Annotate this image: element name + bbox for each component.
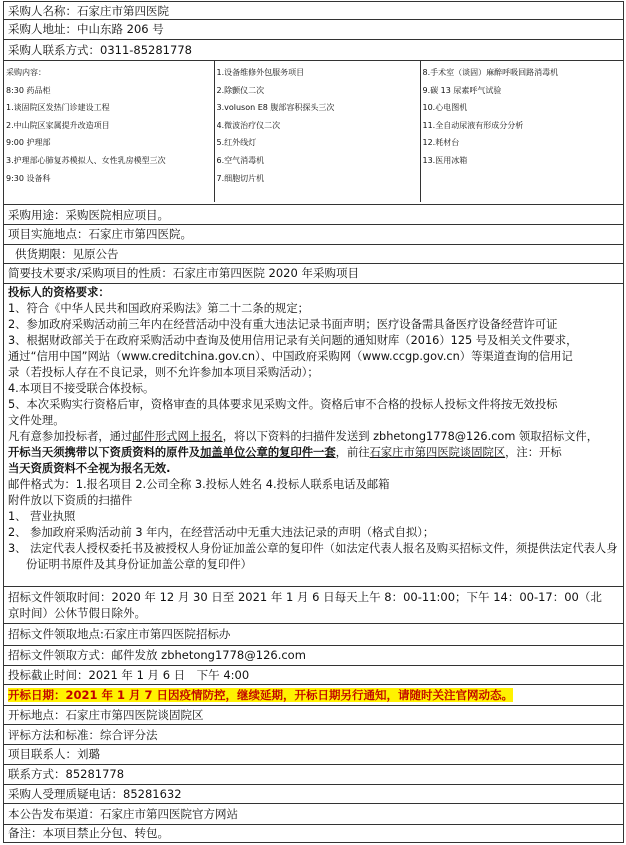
requirement-1: 1、符合《中华人民共和国政府采购法》第二十二条的规定； xyxy=(8,301,309,315)
item-text: 8:30 药品柜 xyxy=(6,85,51,95)
project-contact: 项目联系人：刘璐 xyxy=(4,745,624,764)
requirement-5-line-2: 文件处理。 xyxy=(8,413,65,427)
remarks: 备注：本项目禁止分包、转包。 xyxy=(4,824,624,843)
item-text: 2.除颤仪二次 xyxy=(216,85,265,95)
qualification-title: 投标人的资格要求： xyxy=(8,285,110,299)
item-text: 9.碳 13 尿素呼气试验 xyxy=(422,85,502,95)
item-text: 11.全自动尿液有形成分分析 xyxy=(422,120,524,130)
item-text: 9:30 设备科 xyxy=(6,173,51,183)
opening-date-cell xyxy=(4,685,624,705)
items-column-3 xyxy=(420,61,624,202)
buyer-contact: 采购人联系方式：0311-85281778 xyxy=(4,39,624,60)
item-text: 1.设备维修外包服务项目 xyxy=(216,67,305,77)
procurement-items-grid xyxy=(4,61,624,202)
item-text: 2.中山院区家属提升改造项目 xyxy=(6,120,110,130)
item-text: 10.心电图机 xyxy=(422,103,468,113)
buyer-address: 采购人地址：中山东路 206 号 xyxy=(4,20,624,39)
attachment-3: 3、 法定代表人授权委托书及被授权人身份证加盖公章的复印件（如法定代表人报名及购买招标文件，须提供法定代表人身份证明书原件及其身份证加盖公章的复印件） xyxy=(8,541,618,571)
procurement-notice-table xyxy=(3,1,624,843)
document-collection-time xyxy=(4,586,624,624)
items-heading: 采购内容： xyxy=(6,67,46,77)
document-time-line-2: 京时间）公休节假日除外。 xyxy=(8,605,146,620)
requirement-5-line-1: 5、本次采购实行资格后审，资格审查的具体要求见采购文件。资格后审不合格的投标人投标文件将按无效投标 xyxy=(8,397,558,411)
registration-text: 凡有意参加投标者，通过 xyxy=(8,429,133,443)
items-column-2 xyxy=(214,61,420,202)
bring-originals-text: 开标当天须携带以下资质资料的原件及 xyxy=(8,445,201,459)
item-text: 3.voluson E8 腹部容积探头三次 xyxy=(216,103,335,113)
items-column-1 xyxy=(4,61,214,202)
publication-channel: 本公告发布渠道：石家庄市第四医院官方网站 xyxy=(4,804,624,824)
requirement-3-line-3: 录（若投标人存在不良记录，则不允许参加本项目采购活动）； xyxy=(8,365,319,379)
buyer-name: 采购人名称：石家庄市第四医院 xyxy=(4,2,624,20)
document-collection-place: 招标文件领取地点:石家庄市第四医院招标办 xyxy=(4,624,624,645)
document-collection-method: 招标文件领取方式：邮件发放 zbhetong1778@126.com xyxy=(4,645,624,665)
attachment-intro: 附件放以下资质的扫描件 xyxy=(8,493,133,507)
stamped-copies-text: 加盖单位公章的复印件一套 xyxy=(200,445,336,459)
implementation-location: 项目实施地点：石家庄市第四医院。 xyxy=(4,224,624,244)
email-registration-text: 邮件形式网上报名 xyxy=(132,429,223,443)
complaint-phone: 采购人受理质疑电话：85281632 xyxy=(4,784,624,803)
requirement-2: 2、参加政府采购活动前三年内在经营活动中没有重大违法记录书面声明；医疗设备需具备医疗设备经营许可证 xyxy=(8,317,558,331)
item-text: 7.细胞切片机 xyxy=(216,173,265,183)
item-text: 13.医用冰箱 xyxy=(422,155,468,165)
requirement-3-line-1: 3、根据财政部关于在政府采购活动中查询及使用信用记录有关问题的通知财库（2016）125 号及相关文件要求， xyxy=(8,333,578,347)
opening-place: 开标地点：石家庄市第四医院谈固院区 xyxy=(4,705,624,724)
bidder-qualification-section xyxy=(4,283,624,586)
item-text: 9:00 护理部 xyxy=(6,138,51,148)
item-text: 5.红外线灯 xyxy=(216,138,257,148)
bid-deadline: 投标截止时间：2021 年 1 月 6 日 下午 4:00 xyxy=(4,665,624,684)
item-text: 12.耗材台 xyxy=(422,138,460,148)
document-time-line-1: 招标文件领取时间：2020 年 12 月 30 日至 2021 年 1 月 6 日每天上午 8：00-11:00；下午 14：00-17：00（北 xyxy=(8,589,602,604)
procurement-items-cell xyxy=(4,60,624,204)
item-text: 3.护理部心肺复苏模拟人、女性乳房模型三次 xyxy=(6,155,166,165)
venue-text: 石家庄市第四医院谈固院区 xyxy=(369,445,506,459)
purpose: 采购用途：采购医院相应项目。 xyxy=(4,205,624,224)
opening-date-notice: 开标日期：2021 年 1 月 7 日因疫情防控，继续延期，开标日期另行通知，请随时关注官网动态。 xyxy=(8,687,514,702)
registration-line-3: 当天资质资料不全视为报名无效. xyxy=(8,461,171,475)
attachment-2: 2、 参加政府采购活动前 3 年内，在经营活动中无重大违法记录的声明（格式自拟）； xyxy=(8,525,435,539)
item-text: 6.空气消毒机 xyxy=(216,155,265,165)
evaluation-method: 评标方法和标准：综合评分法 xyxy=(4,724,624,744)
registration-note-text: ，注：开标 xyxy=(505,445,562,459)
registration-line-2 xyxy=(8,445,619,461)
item-text: 4.微波治疗仪二次 xyxy=(216,120,281,130)
requirement-3-line-2: 通过“信用中国”网站（www.creditchina.gov.cn）、中国政府采购网（www.ccgp.gov.cn）等渠道查询的信用记 xyxy=(8,349,573,363)
mail-format: 邮件格式为：1.报名项目 2.公司全称 3.投标人姓名 4.投标人联系电话及邮箱 xyxy=(8,477,390,491)
technical-summary: 简要技术要求/采购项目的性质：石家庄市第四医院 2020 年采购项目 xyxy=(4,264,624,283)
supply-period: 供货期限：见原公告 xyxy=(4,244,624,263)
contact-phone: 联系方式：85281778 xyxy=(4,764,624,784)
registration-text: ，前往 xyxy=(335,445,370,459)
item-text: 1.谈固院区发热门诊建设工程 xyxy=(6,103,110,113)
registration-line-1 xyxy=(8,429,619,445)
requirement-4: 4.本项目不接受联合体投标。 xyxy=(8,381,155,395)
item-text: 8.手术室（谈固）麻醉呼吸回路消毒机 xyxy=(422,67,559,77)
registration-email-text: ，将以下资料的扫描件发送到 zbhetong1778@126.com 领取招标文件， xyxy=(222,429,599,443)
attachment-1: 1、 营业执照 xyxy=(8,509,76,523)
